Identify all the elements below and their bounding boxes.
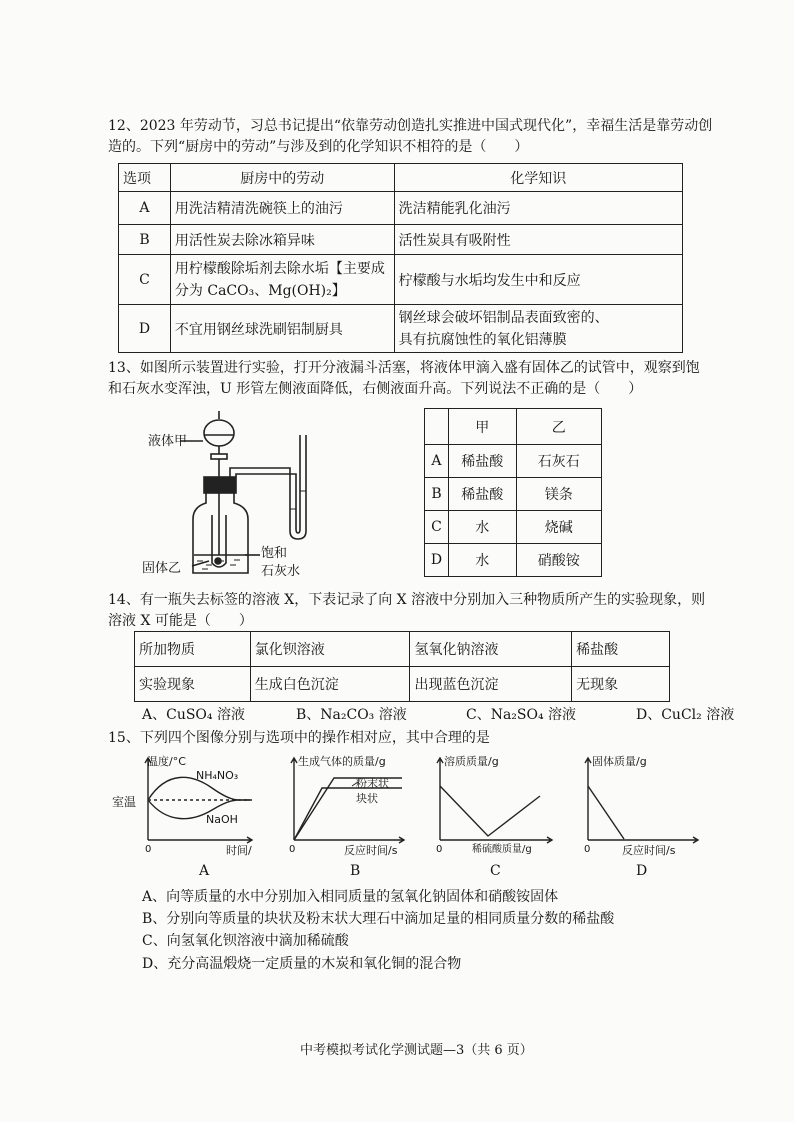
liquid-a-label: 液体甲 — [148, 434, 188, 449]
graph-c-ylabel: 溶质质量/g — [444, 755, 499, 768]
graph-b-series-2: 块状 — [356, 792, 378, 805]
y-axis — [437, 758, 443, 840]
table-row — [119, 225, 683, 255]
knowledge-cell: 柠檬酸与水垢均发生中和反应 — [394, 255, 682, 305]
solid-mass-line — [588, 786, 624, 839]
graph-c-xlabel: 稀硫酸质量/g — [472, 844, 532, 855]
q12-stem-line1: 12、2023 年劳动节，习总书记提出“依靠劳动创造扎实推进中国式现代化”，幸福生活是靠劳动创 — [108, 118, 713, 134]
labor-cell — [170, 255, 394, 305]
q13-table — [424, 408, 602, 577]
table-row — [425, 511, 602, 544]
knowledge-cell: 活性炭具有吸附性 — [394, 225, 682, 255]
q14-stem-line1: 14、有一瓶失去标签的溶液 X，下表记录了向 X 溶液中分别加入三种物质所产生的实验现象，则 — [108, 592, 706, 608]
cell: 无现象 — [572, 667, 670, 702]
cell: 水 — [448, 544, 516, 577]
cell: 所加物质 — [135, 632, 251, 667]
labor-cell: 用洗洁精清洗碗筷上的油污 — [170, 192, 394, 225]
q15-stem: 15、下列四个图像分别与选项中的操作相对应，其中合理的是 — [108, 730, 490, 746]
q13-stem-line1: 13、如图所示装置进行实验，打开分液漏斗活塞，将液体甲滴入盛有固体乙的试管中，观察到饱 — [108, 360, 700, 376]
q15-option-d: D、充分高温煅烧一定质量的木炭和氧化铜的混合物 — [142, 956, 462, 972]
q15-option-c: C、向氢氧化钡溶液中滴加稀硫酸 — [142, 933, 349, 949]
table-row — [425, 445, 602, 478]
separatory-funnel — [204, 420, 234, 446]
graph-b-xlabel: 反应时间/s — [344, 844, 398, 857]
y-axis — [291, 758, 297, 840]
labor-cell: 不宜用钢丝球洗刷铝制厨具 — [170, 305, 394, 353]
cell: 氯化钡溶液 — [250, 632, 410, 667]
option-cell: D — [425, 544, 449, 577]
table-row — [135, 632, 670, 667]
solute-line — [440, 786, 540, 836]
option-cell: B — [425, 478, 449, 511]
x-axis — [148, 837, 252, 843]
table-row — [425, 544, 602, 577]
graph-d-origin: 0 — [584, 844, 591, 855]
option-cell: B — [119, 225, 171, 255]
labor-line: 分为 CaCO₃、Mg(OH)₂】 — [174, 282, 346, 299]
knowledge-line: 钢丝球会破坏铝制品表面致密的、 — [398, 309, 609, 326]
option-cell: A — [119, 192, 171, 225]
table-header-row — [425, 409, 602, 445]
header-cell: 选项 — [119, 164, 171, 192]
q14-option-a: A、CuSO₄ 溶液 — [142, 707, 245, 723]
cell: 出现蓝色沉淀 — [410, 667, 572, 702]
knowledge-cell: 洗洁精能乳化油污 — [394, 192, 682, 225]
option-cell: C — [425, 511, 449, 544]
header-cell — [425, 409, 449, 445]
table-row — [119, 255, 683, 305]
cell: 镁条 — [516, 478, 601, 511]
header-cell: 厨房中的劳动 — [170, 164, 394, 192]
cell: 水 — [448, 511, 516, 544]
graph-a-top-label: NH₄NO₃ — [196, 769, 239, 782]
knowledge-line: 具有抗腐蚀性的氧化铝薄膜 — [398, 331, 567, 348]
table-row — [135, 667, 670, 702]
q12-table — [118, 163, 683, 353]
u-tube-left — [230, 435, 306, 539]
lime-water-label-1: 饱和 — [261, 546, 288, 561]
cell: 实验现象 — [135, 667, 251, 702]
q15-option-a: A、向等质量的水中分别加入相同质量的氢氧化钠固体和硝酸铵固体 — [142, 889, 559, 905]
knowledge-cell — [394, 305, 682, 353]
graph-a-room-label: 室温 — [112, 795, 137, 809]
q14-option-b: B、Na₂CO₃ 溶液 — [296, 707, 407, 723]
q14-option-d: D、CuCl₂ 溶液 — [636, 707, 735, 723]
cell: 硝酸铵 — [516, 544, 601, 577]
graph-b-origin: 0 — [289, 844, 296, 855]
header-cell: 乙 — [516, 409, 601, 445]
cell: 稀盐酸 — [448, 478, 516, 511]
cell: 石灰石 — [516, 445, 601, 478]
header-cell: 甲 — [448, 409, 516, 445]
solid-b-label: 固体乙 — [142, 561, 182, 576]
cell: 烧碱 — [516, 511, 601, 544]
graph-b-letter: B — [350, 863, 361, 879]
table-header-row — [119, 164, 683, 192]
graph-a-origin: 0 — [145, 844, 152, 855]
graph-b-ylabel: 生成气体的质量/g — [298, 755, 386, 768]
graph-b-series-1: 粉末状 — [356, 777, 389, 790]
graph-d-xlabel: 反应时间/s — [622, 844, 676, 857]
graph-a-letter: A — [199, 863, 210, 879]
table-row — [119, 305, 683, 353]
labor-line: 用柠檬酸除垢剂去除水垢【主要成 — [174, 260, 385, 277]
option-cell: D — [119, 305, 171, 353]
labor-cell: 用活性炭去除冰箱异味 — [170, 225, 394, 255]
graph-d-letter: D — [636, 863, 648, 879]
graph-c-letter: C — [490, 863, 501, 879]
q15-option-b: B、分别向等质量的块状及粉末状大理石中滴加足量的相同质量分数的稀盐酸 — [142, 911, 615, 927]
graph-a-bottom-label: NaOH — [206, 813, 238, 826]
graph-a-xlabel: 时间/ — [226, 844, 252, 857]
graph-a-ylabel: 温度/°C — [147, 755, 186, 768]
q12-stem-line2: 造的。下列“厨房中的劳动”与涉及到的化学知识不相符的是（ ） — [108, 139, 529, 155]
x-axis — [440, 837, 552, 843]
page-footer: 中考模拟考试化学测试题—3（共 6 页） — [300, 1043, 533, 1058]
stopcock — [211, 454, 227, 459]
cell: 氢氧化钠溶液 — [410, 632, 572, 667]
q14-stem-line2: 溶液 X 可能是（ ） — [108, 613, 253, 629]
q14-option-c: C、Na₂SO₄ 溶液 — [466, 707, 577, 723]
graph-c-origin: 0 — [436, 844, 443, 855]
table-row — [425, 478, 602, 511]
y-axis — [585, 758, 591, 840]
option-cell: C — [119, 255, 171, 305]
q14-table — [134, 631, 670, 702]
lime-water-label-2: 石灰水 — [261, 564, 301, 579]
x-axis — [294, 837, 404, 843]
cell: 生成白色沉淀 — [250, 667, 410, 702]
table-row — [119, 192, 683, 225]
x-axis — [588, 837, 698, 843]
header-cell: 化学知识 — [394, 164, 682, 192]
cell: 稀盐酸 — [572, 632, 670, 667]
rubber-stopper — [204, 477, 236, 493]
option-cell: A — [425, 445, 449, 478]
solid-b — [215, 558, 221, 564]
q13-stem-line2: 和石灰水变浑浊，U 形管左侧液面降低，右侧液面升高。下列说法不正确的是（ ） — [108, 381, 643, 397]
graph-d-ylabel: 固体质量/g — [592, 755, 647, 768]
apparatus-diagram — [140, 405, 360, 585]
cell: 稀盐酸 — [448, 445, 516, 478]
